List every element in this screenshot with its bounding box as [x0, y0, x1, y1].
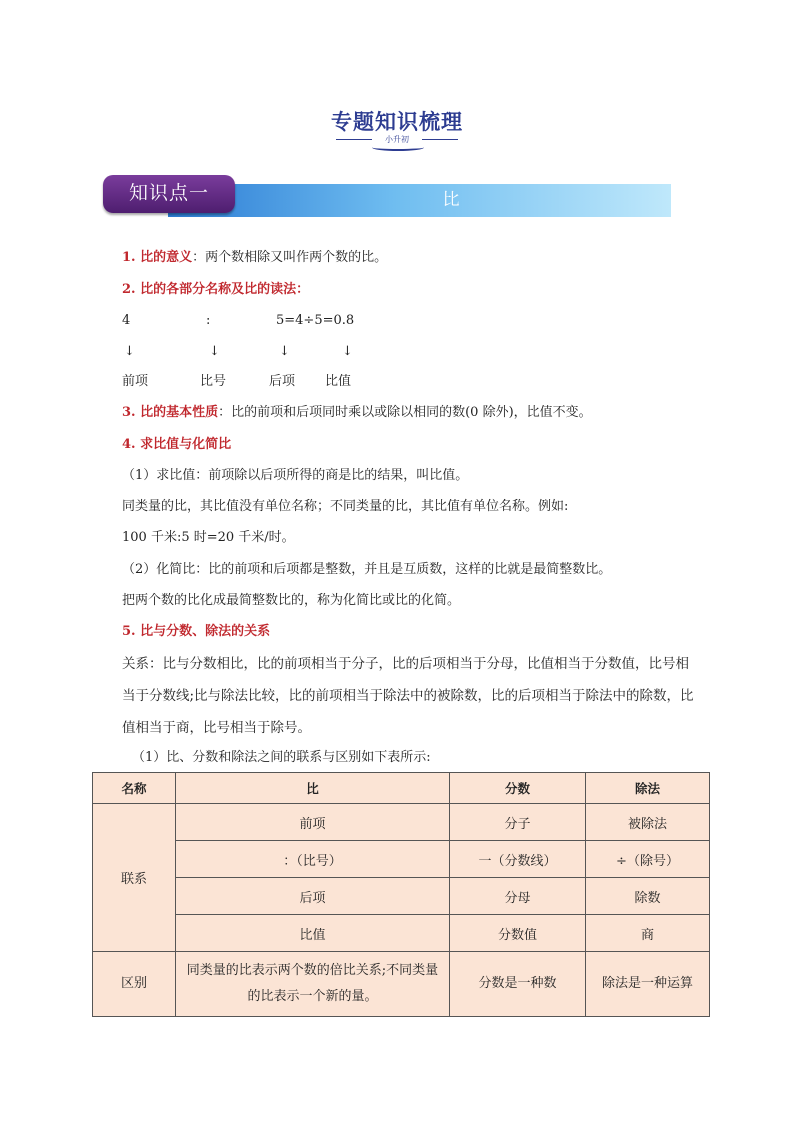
section-1-line	[122, 248, 387, 268]
table-cell: 前项	[176, 804, 450, 841]
comparison-table	[92, 772, 710, 1017]
section-4-point-1: （1）求比值：前项除以后项所得的商是比的结果，叫比值。	[122, 468, 469, 483]
arrow-down-icon: ↓	[342, 344, 353, 359]
section-5-paragraph: 关系：比与分数相比，比的前项相当于分子，比的后项相当于分母，比值相当于分数值，比号相当于分数线;比与除法比较，比的前项相当于除法中的被除数，比的后项相当于除法中的除数，比值相当于商，比号相当于除号。	[122, 656, 694, 736]
table-cell: 商	[586, 915, 710, 952]
table-row	[93, 878, 710, 915]
table-cell: 分数是一种数	[450, 952, 586, 1017]
table-cell: ：（比号）	[176, 841, 450, 878]
section-4-example: 100 千米:5 时=20 千米/时。	[122, 530, 295, 545]
table-row	[93, 915, 710, 952]
arrow-down-icon: ↓	[209, 344, 220, 359]
part-name-value: 比值	[325, 374, 352, 389]
logo-divider-right	[422, 139, 458, 140]
section-4-point-2: 同类量的比，其比值没有单位名称；不同类量的比，其比值有单位名称。例如:	[122, 499, 569, 514]
section-1-text: ：两个数相除又叫作两个数的比。	[192, 250, 388, 265]
table-cell: 后项	[176, 878, 450, 915]
section-2-label: 2. 比的各部分名称及比的读法：	[122, 282, 310, 297]
table-intro: （1）比、分数和除法之间的联系与区别如下表所示:	[132, 750, 431, 765]
part-name-front: 前项	[122, 374, 149, 389]
table-cell: 除数	[586, 878, 710, 915]
table-cell: 被除法	[586, 804, 710, 841]
section-3-label: 3. 比的基本性质	[122, 405, 219, 420]
ratio-expression: 5=4÷5=0.8	[276, 313, 355, 328]
table-header-cell: 除法	[586, 773, 710, 804]
table-row-label-diff: 区别	[93, 952, 176, 1017]
page-subtitle: 小升初	[385, 135, 409, 144]
page-title: 专题知识梳理	[331, 110, 463, 134]
section-3-text: ：比的前项和后项同时乘以或除以相同的数(0 除外)，比值不变。	[218, 405, 592, 420]
ratio-colon-value: :	[206, 313, 211, 328]
table-cell: 分数值	[450, 915, 586, 952]
table-header-cell: 分数	[450, 773, 586, 804]
section-3-line	[122, 403, 592, 423]
table-header-cell: 比	[176, 773, 450, 804]
section-banner-tab: 知识点一	[103, 175, 235, 213]
section-5-label: 5. 比与分数、除法的关系	[122, 624, 271, 639]
table-cell: 除法是一种运算	[586, 952, 710, 1017]
ratio-front-value: 4	[122, 313, 131, 328]
table-row-label-link: 联系	[93, 804, 176, 952]
arrow-down-icon: ↓	[124, 344, 135, 359]
section-4-label: 4. 求比值与化简比	[122, 437, 232, 452]
table-cell: 同类量的比表示两个数的倍比关系;不同类量的比表示一个新的量。	[176, 952, 450, 1017]
section-1-label: 1. 比的意义	[122, 250, 193, 265]
section-4-point-3: （2）化简比：比的前项和后项都是整数，并且是互质数，这样的比就是最简整数比。	[122, 562, 612, 577]
table-cell: 比值	[176, 915, 450, 952]
table-header-cell: 名称	[93, 773, 176, 804]
table-header-row	[93, 773, 710, 804]
table-row	[93, 952, 710, 1017]
table-cell: ÷（除号）	[586, 841, 710, 878]
logo-arc-decoration	[372, 144, 424, 151]
part-name-colon: 比号	[200, 374, 227, 389]
section-4-point-4: 把两个数的比化成最简整数比的，称为化简比或比的化简。	[122, 593, 461, 608]
table-row	[93, 841, 710, 878]
part-name-back: 后项	[269, 374, 296, 389]
table-cell: 分母	[450, 878, 586, 915]
section-banner-title: 比	[442, 190, 460, 210]
arrow-down-icon: ↓	[279, 344, 290, 359]
table-cell: 一（分数线）	[450, 841, 586, 878]
table-cell: 分子	[450, 804, 586, 841]
table-row	[93, 804, 710, 841]
